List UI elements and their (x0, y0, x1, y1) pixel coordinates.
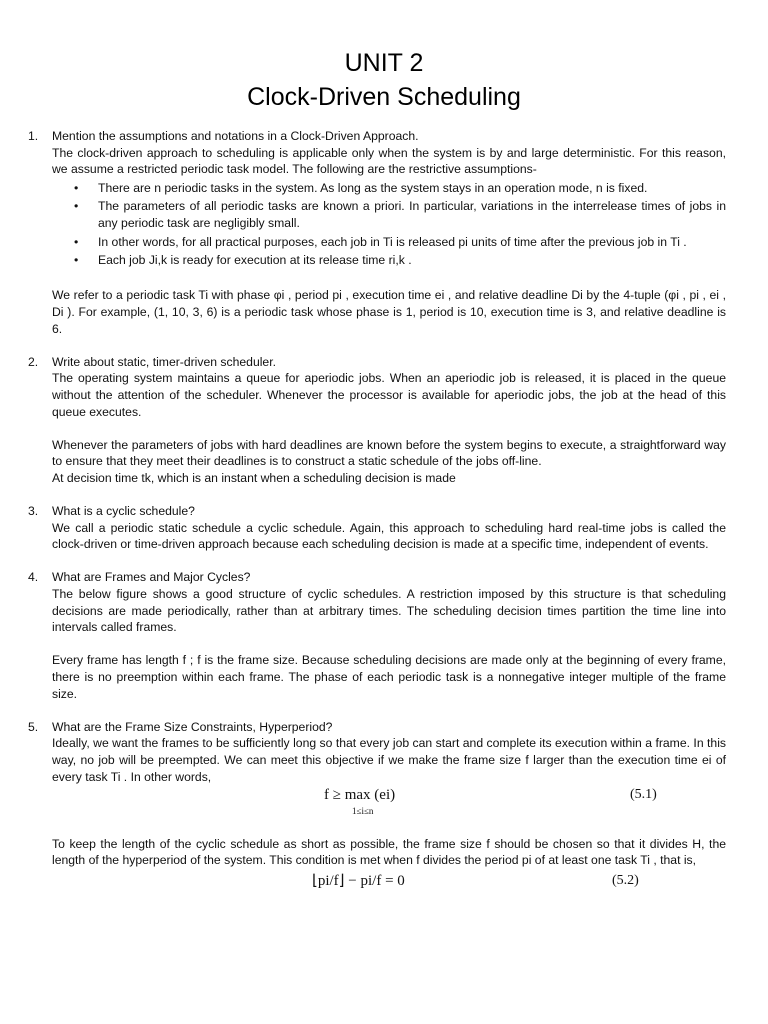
question-1 (28, 128, 726, 337)
paragraph: We call a periodic static schedule a cyclic schedule. Again, this approach to scheduling hard real-time jobs is called the clock-driven or time-driven approach because each scheduling decision is made at a specific time, independent of events. (52, 520, 726, 552)
question-number: 3. (28, 504, 39, 519)
paragraph: Whenever the parameters of jobs with hard deadlines are known before the system begins to execute, a straightforward way to ensure that they meet their deadlines is to construct a static schedule of the jobs off-line. (52, 437, 726, 469)
paragraph: The clock-driven approach to scheduling is applicable only when the system is by and large deterministic. For this reason, we assume a restricted periodic task model. The following are the restrictive assumptions- (52, 145, 726, 177)
chapter-title: Clock-Driven Scheduling (247, 83, 521, 111)
equation-formula: ⌊pi/f⌋ − pi/f = 0 (312, 872, 405, 889)
equation-number: (5.2) (612, 872, 639, 888)
list-item: • Each job Ji,k is ready for execution at its release time ri,k . (74, 253, 412, 268)
question-text: What are the Frame Size Constraints, Hyperperiod? (52, 719, 333, 734)
bullet-icon: • (74, 253, 79, 268)
question-number: 2. (28, 354, 39, 369)
unit-heading: UNIT 2 (344, 49, 424, 77)
equation-subscript: 1≤i≤n (352, 806, 374, 817)
question-4 (28, 569, 726, 702)
paragraph: The below figure shows a good structure of cyclic schedules. A restriction imposed by this structure is that scheduling decisions are made periodically, rather than at arbitrary times. The scheduling decision times partition the time line into intervals called frames. (52, 587, 726, 635)
question-text: Write about static, timer-driven scheduler. (52, 354, 276, 369)
question-number: 5. (28, 719, 39, 734)
equation-5-2 (52, 869, 726, 899)
question-5 (28, 719, 726, 899)
list-item: • The parameters of all periodic tasks are known a priori. In particular, variations in the interrelease times of jobs in any periodic task are negligibly small. (74, 199, 726, 230)
list-item: • There are n periodic tasks in the system. As long as the system stays in an operation mode, n is fixed. (74, 180, 648, 195)
equation-5-1 (52, 785, 726, 819)
bullet-icon: • (74, 234, 79, 249)
bullet-icon: • (74, 199, 79, 214)
paragraph: To keep the length of the cyclic schedule as short as possible, the frame size f should be chosen so that it divides H, the length of the hyperperiod of the system. This condition is met when f divides the period pi of at least one task Ti , that is, (52, 836, 726, 868)
question-number: 1. (28, 129, 39, 143)
question-text: What is a cyclic schedule? (52, 504, 195, 519)
question-text: What are Frames and Major Cycles? (52, 570, 251, 585)
list-item: • In other words, for all practical purposes, each job in Ti is released pi units of time after the previous job in Ti . (74, 234, 687, 249)
bullet-icon: • (74, 180, 79, 195)
question-text: Mention the assumptions and notations in a Clock-Driven Approach. (52, 129, 419, 143)
paragraph: At decision time tk, which is an instant when a scheduling decision is made (52, 470, 456, 485)
document-body (28, 128, 726, 899)
question-number: 4. (28, 570, 39, 585)
paragraph: We refer to a periodic task Ti with phase φi , period pi , execution time ei , and relative deadline Di by the 4-tuple (φi , pi , ei , Di ). For example, (1, 10, 3, 6) is a periodic task whose phase is 1, period is 10, execution time is 3, and relative deadline is 6. (52, 288, 726, 336)
equation-formula: f ≥ max (ei) (324, 787, 396, 804)
paragraph: Ideally, we want the frames to be sufficiently long so that every job can start and complete its execution within a frame. In this way, no job will be preempted. We can meet this objective if we make the frame size f larger than the execution time ei of every task Ti . In other words, (52, 736, 726, 784)
paragraph: Every frame has length f ; f is the frame size. Because scheduling decisions are made only at the beginning of every frame, there is no preemption within each frame. The phase of each periodic task is a nonnegative integer multiple of the frame size. (52, 653, 726, 701)
question-3 (28, 503, 726, 553)
equation-number: (5.1) (630, 787, 657, 803)
assumption-list (52, 180, 726, 269)
question-2 (28, 354, 726, 487)
paragraph: The operating system maintains a queue for aperiodic jobs. When an aperiodic job is released, it is placed in the queue without the attention of the scheduler. Whenever the processor is available for aperiodic jobs, the job at the head of this queue executes. (52, 371, 726, 419)
